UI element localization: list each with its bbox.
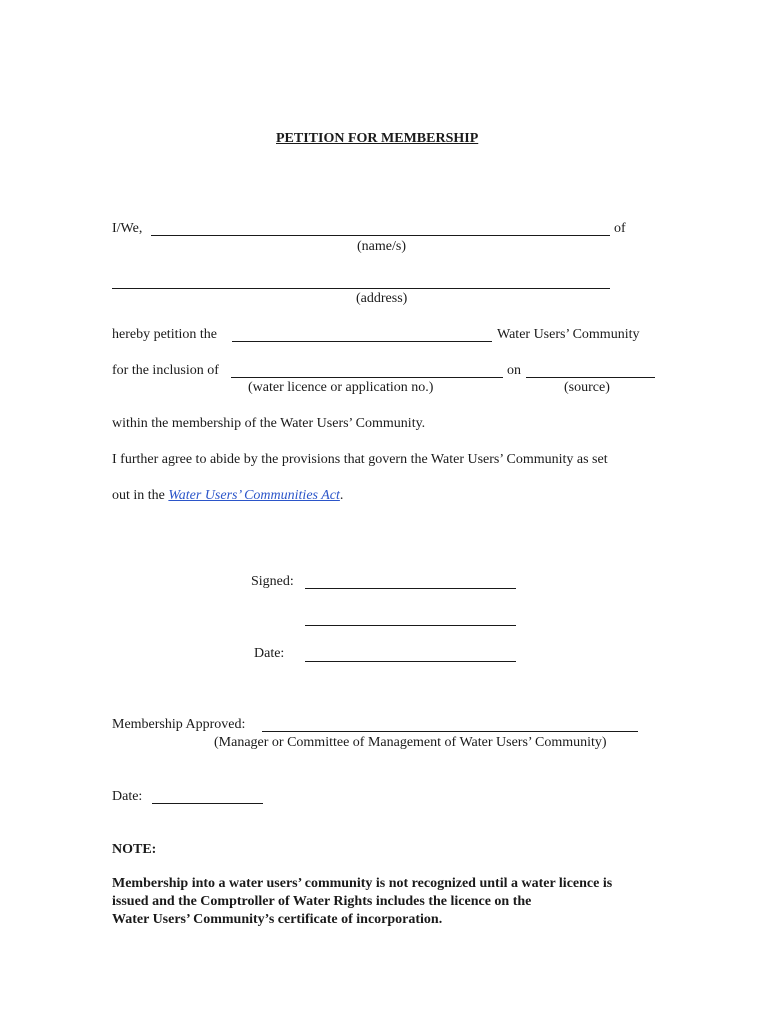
act-text-line bbox=[112, 489, 343, 503]
names-caption: (name/s) bbox=[357, 239, 406, 254]
note-line-2: issued and the Comptroller of Water Rights includes the licence on the bbox=[112, 894, 532, 909]
address-caption: (address) bbox=[356, 291, 408, 306]
approval-field-line[interactable] bbox=[262, 731, 638, 732]
signed-label: Signed: bbox=[251, 574, 294, 589]
act-prefix-text: out in the bbox=[112, 488, 169, 503]
signature-date-label: Date: bbox=[254, 646, 285, 661]
approval-date-label: Date: bbox=[112, 789, 143, 804]
agree-text: I further agree to abide by the provisions that govern the Water Users’ Community as set bbox=[112, 452, 608, 467]
membership-text: within the membership of the Water Users’ Community. bbox=[112, 416, 426, 431]
licence-caption: (water licence or application no.) bbox=[248, 380, 434, 395]
approval-caption: (Manager or Committee of Management of Water Users’ Community) bbox=[214, 735, 607, 750]
community-name-field-line[interactable] bbox=[232, 341, 492, 342]
petition-prefix-label: hereby petition the bbox=[112, 327, 217, 342]
approval-date-field-line[interactable] bbox=[152, 803, 263, 804]
signature-field-line-2[interactable] bbox=[305, 625, 516, 626]
names-prefix-label: I/We, bbox=[112, 221, 143, 236]
membership-approved-label: Membership Approved: bbox=[112, 717, 246, 732]
source-caption: (source) bbox=[564, 380, 610, 395]
licence-field-line[interactable] bbox=[231, 377, 503, 378]
signature-field-line[interactable] bbox=[305, 588, 516, 589]
inclusion-middle-label: on bbox=[507, 363, 521, 378]
names-field-line[interactable] bbox=[151, 235, 610, 236]
address-field-line[interactable] bbox=[112, 288, 610, 289]
act-suffix-text: . bbox=[339, 488, 344, 503]
act-link[interactable]: Water Users’ Communities Act bbox=[168, 488, 340, 503]
names-suffix-label: of bbox=[614, 221, 626, 236]
page-title: PETITION FOR MEMBERSHIP bbox=[276, 131, 479, 146]
note-line-1: Membership into a water users’ community is not recognized until a water licence is bbox=[112, 876, 613, 891]
note-line-3: Water Users’ Community’s certificate of incorporation. bbox=[112, 912, 443, 927]
note-heading: NOTE: bbox=[112, 842, 157, 857]
signature-date-field-line[interactable] bbox=[305, 661, 516, 662]
inclusion-prefix-label: for the inclusion of bbox=[112, 363, 219, 378]
source-field-line[interactable] bbox=[526, 377, 655, 378]
petition-suffix-label: Water Users’ Community bbox=[497, 327, 640, 342]
